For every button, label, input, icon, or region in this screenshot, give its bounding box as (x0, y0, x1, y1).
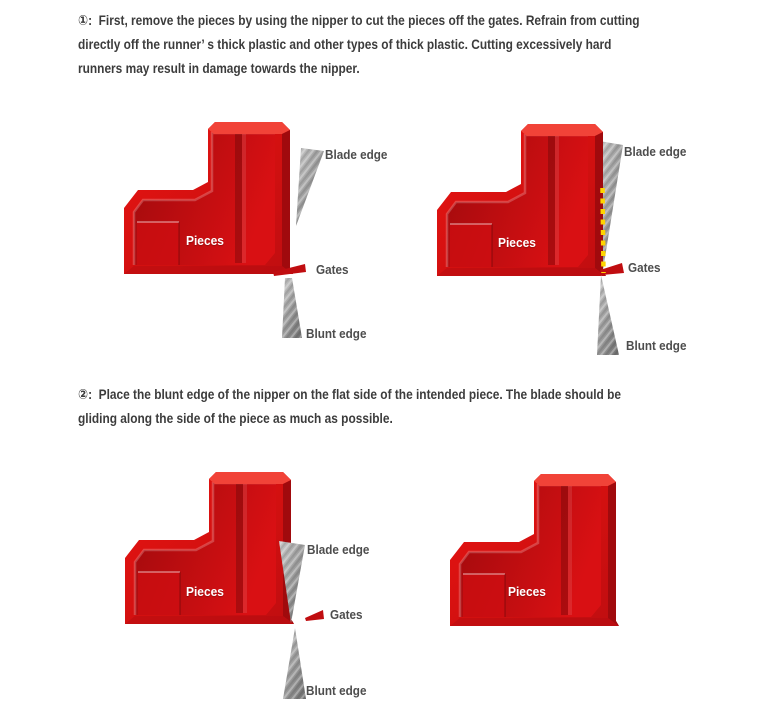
blade-edge-label: Blade edge (624, 144, 687, 159)
blunt-edge-hatch (282, 278, 302, 338)
blunt-edge-label: Blunt edge (306, 683, 367, 698)
blade-edge-label: Blade edge (307, 542, 370, 557)
piece-shape (124, 122, 293, 274)
piece-shape (125, 472, 294, 624)
diagram-step1-approach (124, 118, 336, 346)
blunt-edge-label: Blunt edge (626, 338, 687, 353)
gates-shape (305, 610, 324, 621)
blunt-edge-hatch (283, 628, 306, 699)
pieces-label: Pieces (186, 233, 224, 248)
pieces-label: Pieces (508, 584, 546, 599)
blade-edge-label: Blade edge (325, 147, 388, 162)
gates-label: Gates (330, 607, 363, 622)
diagram-step1-cutline (437, 120, 642, 360)
pieces-label: Pieces (498, 235, 536, 250)
step1-instruction (78, 8, 640, 80)
gates-label: Gates (316, 262, 349, 277)
blunt-edge-label: Blunt edge (306, 326, 367, 341)
text-line: ②: Place the blunt edge of the nipper on the flat side of the intended piece. The blade should be (78, 386, 621, 402)
blunt-edge-hatch (597, 275, 619, 355)
blade-edge-hatch (296, 148, 324, 226)
text-line: runners may result in damage towards the nipper. (78, 60, 360, 76)
piece-shape (450, 474, 619, 626)
gates-label: Gates (628, 260, 661, 275)
diagram-finished-piece (450, 470, 622, 630)
text-line: ①: First, remove the pieces by using the nipper to cut the pieces off the gates. Refrain from cutting (78, 12, 640, 28)
step2-instruction (78, 382, 621, 430)
piece-shape (437, 124, 606, 276)
diagram-step2-cut (125, 468, 337, 706)
pieces-label: Pieces (186, 584, 224, 599)
text-line: gliding along the side of the piece as much as possible. (78, 410, 393, 426)
text-line: directly off the runner’ s thick plastic and other types of thick plastic. Cutting excessively hard (78, 36, 612, 52)
